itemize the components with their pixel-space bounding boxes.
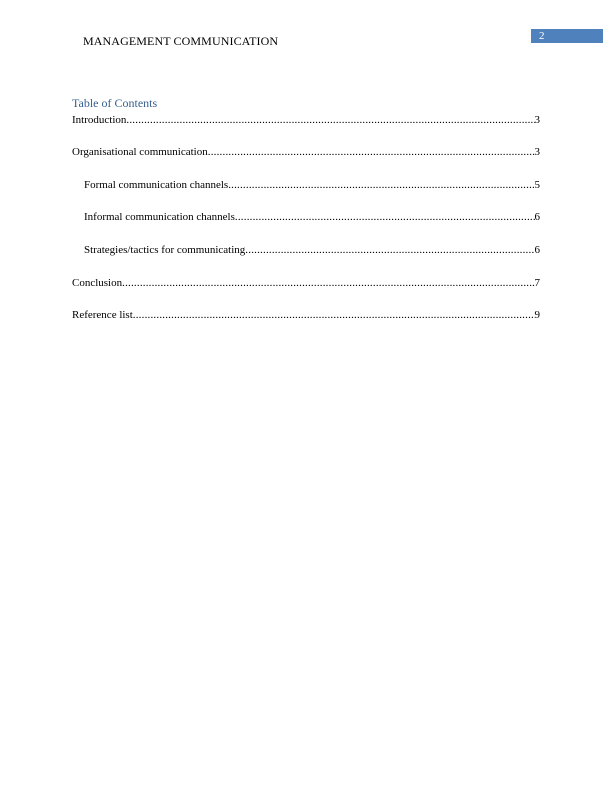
toc-entry-page: 3 — [534, 114, 540, 126]
toc-entry-page: 9 — [534, 309, 540, 321]
toc-title: Table of Contents — [72, 96, 158, 110]
toc-entry-label: Informal communication channels — [84, 211, 235, 223]
toc-entry-page: 3 — [534, 146, 540, 158]
toc-entry-informal-communication-channels[interactable] — [84, 210, 540, 224]
running-head: MANAGEMENT COMMUNICATION — [83, 34, 279, 48]
toc-dot-leader — [126, 113, 534, 127]
toc-entry-organisational-communication[interactable] — [72, 145, 540, 159]
toc-dot-leader — [228, 178, 534, 192]
toc-entry-label: Strategies/tactics for communicating — [84, 244, 246, 256]
toc-entry-page: 6 — [534, 211, 540, 223]
toc-entry-page: 6 — [534, 244, 540, 256]
toc-entry-label: Organisational communication — [72, 146, 208, 158]
toc-dot-leader — [133, 308, 535, 322]
toc-entry-page: 7 — [534, 277, 540, 289]
page-number: 2 — [539, 30, 545, 42]
toc-dot-leader — [245, 243, 534, 257]
toc-entry-page: 5 — [534, 179, 540, 191]
toc-entry-conclusion[interactable] — [72, 276, 540, 290]
toc-entry-strategies-tactics[interactable] — [84, 243, 540, 257]
toc-dot-leader — [235, 210, 535, 224]
toc-dot-leader — [208, 145, 535, 159]
toc-entry-label: Introduction — [72, 114, 127, 126]
toc-entry-label: Formal communication channels — [84, 179, 229, 191]
toc-dot-leader — [122, 276, 534, 290]
toc-entry-introduction[interactable] — [72, 113, 540, 127]
page-number-badge — [531, 29, 603, 43]
toc-entry-label: Conclusion — [72, 277, 123, 289]
toc-entry-formal-communication-channels[interactable] — [84, 178, 540, 192]
toc-entry-label: Reference list — [72, 309, 133, 321]
toc-entry-reference-list[interactable] — [72, 308, 540, 322]
